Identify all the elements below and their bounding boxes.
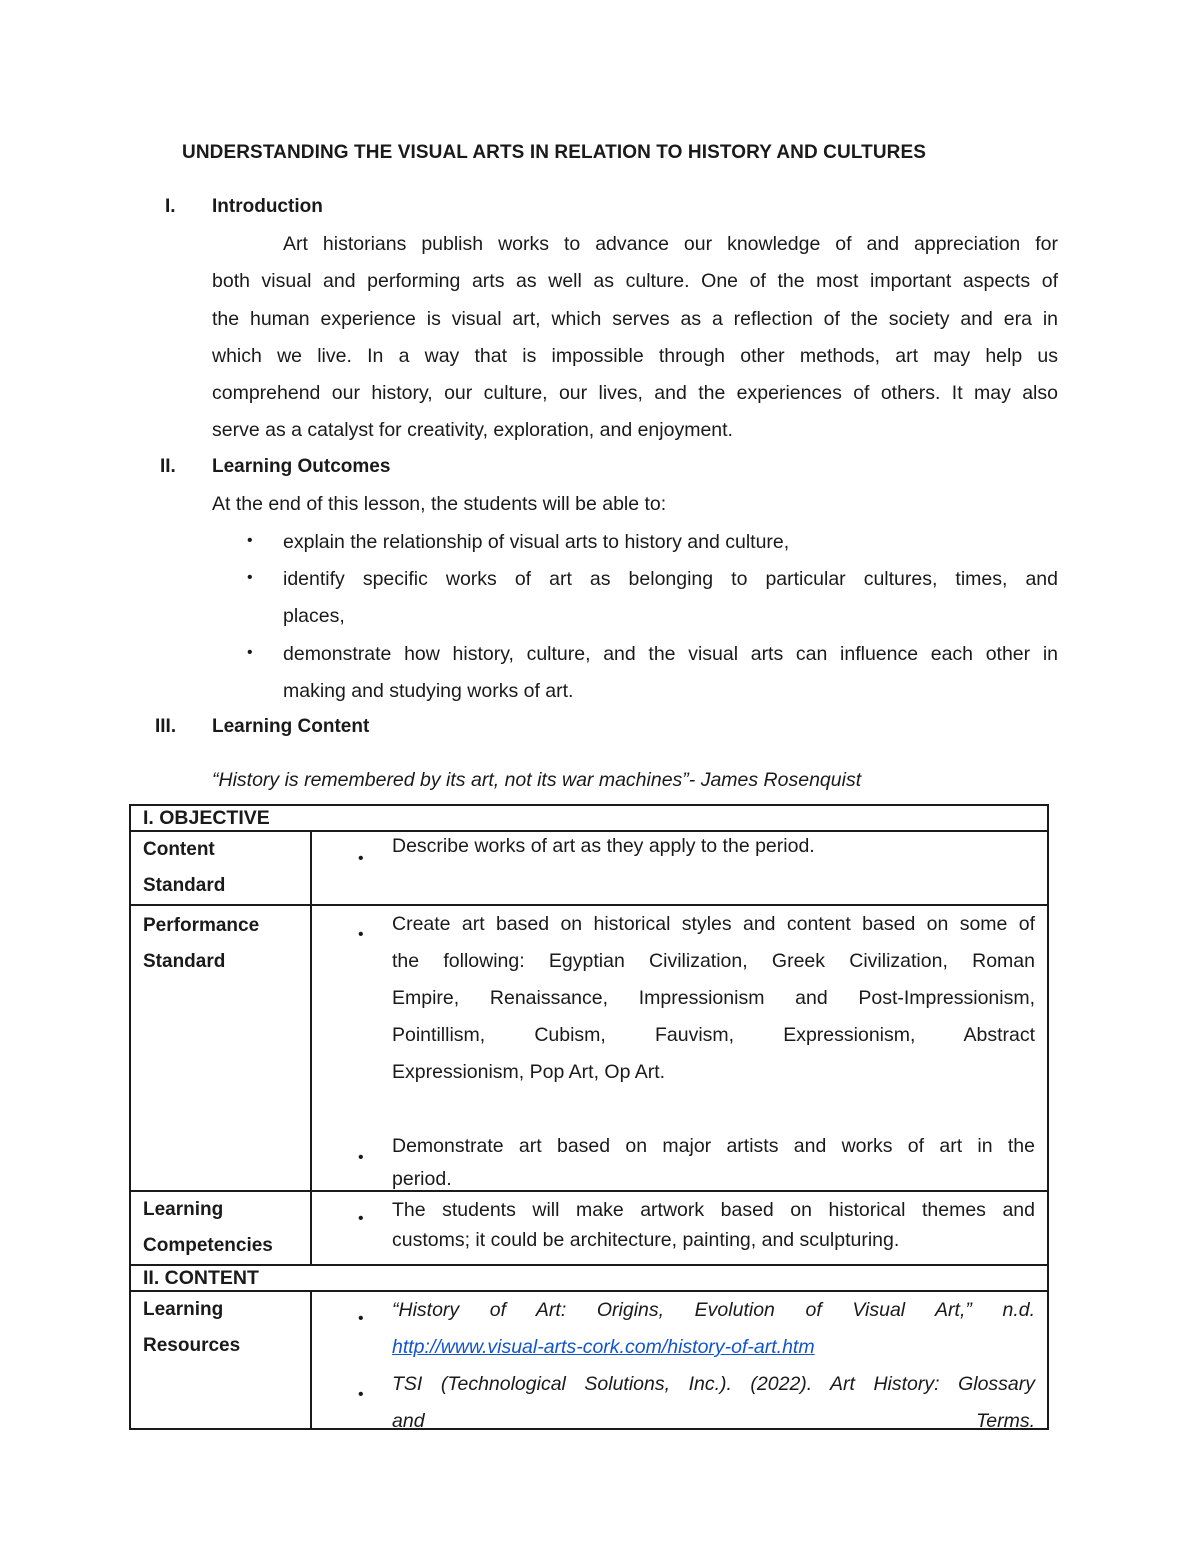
competencies-line: The students will make artwork based on historical themes and <box>392 1199 1035 1221</box>
label-line: Learning <box>143 1299 224 1320</box>
section-heading-introduction: Introduction <box>212 196 323 217</box>
bullet-icon: • <box>358 1310 364 1327</box>
table-row <box>130 905 1048 1191</box>
table-row <box>130 1291 1048 1429</box>
bullet-icon: • <box>247 532 253 549</box>
learning-competencies-cell <box>311 1191 1048 1265</box>
intro-line-2: both visual and performing arts as well as culture. One of the most important aspects of <box>212 270 1058 292</box>
rosenquist-quote: “History is remembered by its art, not its war machines”- James Rosenquist <box>212 769 862 791</box>
performance-line-2: period. <box>392 1168 452 1190</box>
section-number-3: III. <box>155 716 177 737</box>
objective-table <box>129 804 1049 1430</box>
bullet-icon: • <box>358 1210 364 1227</box>
section-number-2: II. <box>160 456 176 477</box>
outcome-2-line-2: places, <box>283 605 345 627</box>
bullet-icon: • <box>358 850 364 867</box>
intro-line-5: comprehend our history, our culture, our lives, and the experiences of others. It may also <box>212 382 1058 404</box>
bullet-icon: • <box>247 569 253 586</box>
table-section-content: II. CONTENT <box>130 1265 1048 1291</box>
label-line: Standard <box>143 951 226 972</box>
resource-1-citation: “History of Art: Origins, Evolution of Visual Art,” n.d. <box>392 1299 1035 1321</box>
performance-standard-label <box>130 905 311 1191</box>
intro-line-1: Art historians publish works to advance our knowledge of and appreciation for <box>283 233 1058 255</box>
intro-line-4: which we live. In a way that is impossible through other methods, art may help us <box>212 345 1058 367</box>
content-standard-cell <box>311 831 1048 905</box>
label-line: Performance <box>143 915 260 936</box>
section-number-1: I. <box>165 196 176 217</box>
table-row <box>130 1191 1048 1265</box>
performance-line: the following: Egyptian Civilization, Greek Civilization, Roman <box>392 950 1035 972</box>
performance-line: Pointillism, Cubism, Fauvism, Expressionism, Abstract <box>392 1024 1035 1046</box>
document-title: UNDERSTANDING THE VISUAL ARTS IN RELATION TO HISTORY AND CULTURES <box>182 142 927 163</box>
bullet-icon: • <box>358 1149 364 1166</box>
intro-line-3: the human experience is visual art, which serves as a reflection of the society and era in <box>212 308 1058 330</box>
learning-resources-label <box>130 1291 311 1429</box>
outcome-1-line-1: explain the relationship of visual arts to history and culture, <box>283 531 790 553</box>
intro-line-6: serve as a catalyst for creativity, exploration, and enjoyment. <box>212 419 733 441</box>
performance-line: Expressionism, Pop Art, Op Art. <box>392 1061 666 1083</box>
performance-line-2: Demonstrate art based on major artists and works of art in the <box>392 1135 1035 1157</box>
bullet-icon: • <box>358 1386 364 1403</box>
table-row <box>130 831 1048 905</box>
label-line: Competencies <box>143 1235 273 1256</box>
table-section-objective: I. OBJECTIVE <box>130 805 1048 831</box>
content-standard-label <box>130 831 311 905</box>
label-line: Content <box>143 839 215 860</box>
learning-resources-cell <box>311 1291 1048 1432</box>
performance-line: Create art based on historical styles and content based on some of <box>392 913 1035 935</box>
bullet-icon: • <box>358 926 364 943</box>
section-heading-learning-content: Learning Content <box>212 716 370 737</box>
outcome-3-line-1: demonstrate how history, culture, and the visual arts can influence each other in <box>283 643 1058 665</box>
content-standard-text: Describe works of art as they apply to the period. <box>392 835 815 857</box>
resource-2-word: Terms. <box>976 1410 1035 1432</box>
bullet-icon: • <box>247 644 253 661</box>
label-line: Learning <box>143 1199 224 1220</box>
resource-1-link[interactable]: http://www.visual-arts-cork.com/history-of-art.htm <box>392 1336 815 1358</box>
resource-2-citation: TSI (Technological Solutions, Inc.). (2022). Art History: Glossary <box>392 1373 1035 1395</box>
outcome-2-line-1: identify specific works of art as belonging to particular cultures, times, and <box>283 568 1058 590</box>
label-line: Standard <box>143 875 226 896</box>
learning-competencies-label <box>130 1191 311 1265</box>
performance-standard-cell <box>311 905 1048 1191</box>
outcome-3-line-2: making and studying works of art. <box>283 680 574 702</box>
performance-line: Empire, Renaissance, Impressionism and Post-Impressionism, <box>392 987 1035 1009</box>
competencies-line: customs; it could be architecture, painting, and sculpturing. <box>392 1229 900 1251</box>
resource-2-word: and <box>392 1410 425 1432</box>
outcomes-intro: At the end of this lesson, the students will be able to: <box>212 493 667 515</box>
section-heading-learning-outcomes: Learning Outcomes <box>212 456 391 477</box>
label-line: Resources <box>143 1335 241 1356</box>
